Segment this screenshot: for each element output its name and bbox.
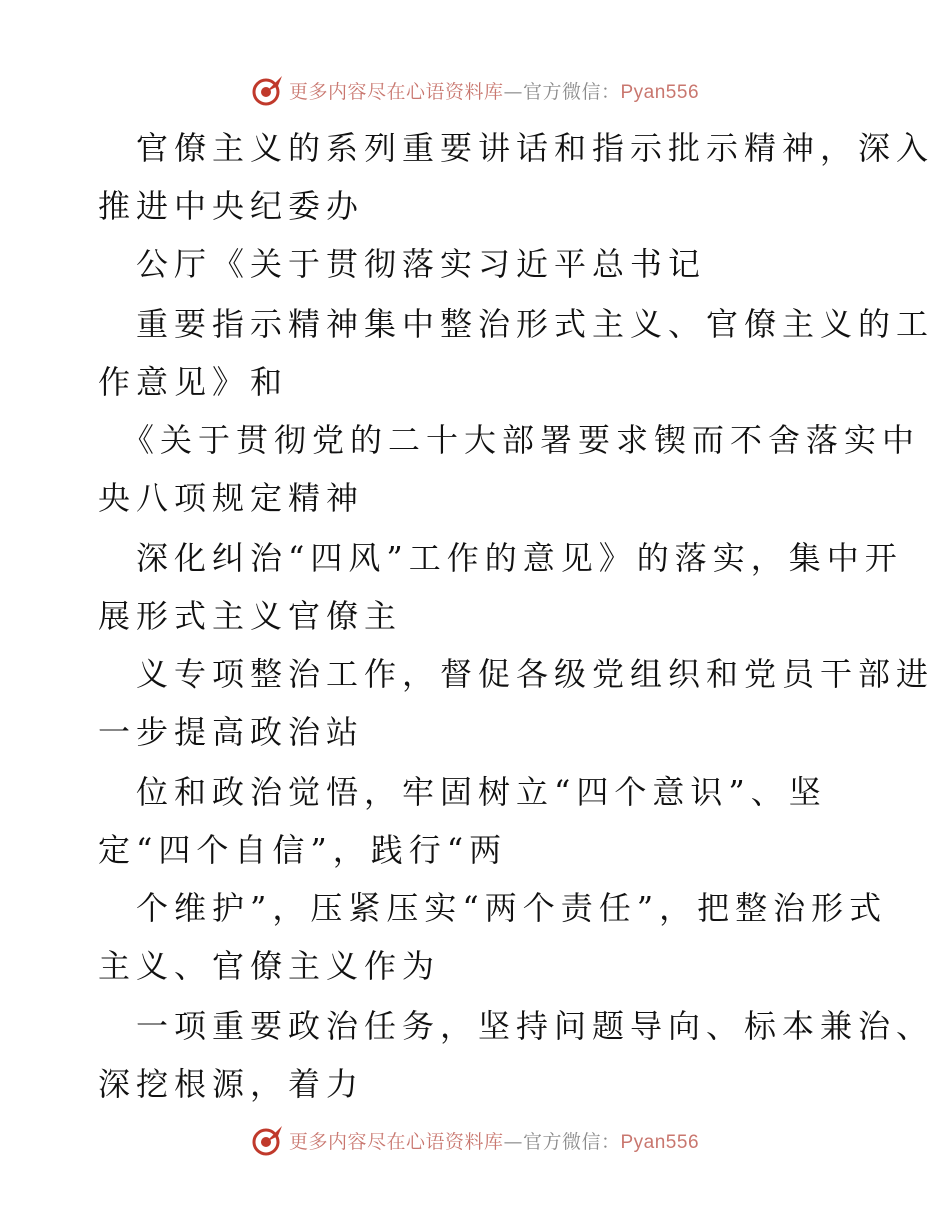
body-line: 深化纠治“四风”工作的意见》的落实，集中开 (136, 539, 903, 577)
watermark-wechat-label: 官方微信： (522, 1130, 621, 1153)
watermark-brand-text: 更多内容尽在心语资料库 (288, 1130, 504, 1153)
watermark-wechat-id: Pyan556 (620, 1131, 700, 1153)
body-line: 主义、官僚主义作为 (98, 947, 441, 985)
body-line: 义专项整治工作，督促各级党组织和党员干部进 (136, 655, 935, 693)
watermark-separator: — (503, 1130, 523, 1153)
body-line: 推进中央纪委办 (98, 187, 365, 225)
body-line: 官僚主义的系列重要讲话和指示批示精神，深入 (136, 129, 935, 167)
body-line: 定“四个自信”，践行“两 (98, 831, 508, 869)
watermark-separator: — (503, 80, 523, 103)
body-line: 重要指示精神集中整治形式主义、官僚主义的工 (136, 305, 935, 343)
footer-watermark (0, 1120, 950, 1160)
body-line: 《关于贯彻党的二十大部署要求锲而不舍落实中 (122, 421, 921, 459)
quill-pen-logo-icon (251, 1123, 285, 1157)
body-line: 个维护”，压紧压实“两个责任”，把整治形式 (136, 889, 888, 927)
body-line: 一步提高政治站 (98, 713, 365, 751)
watermark-brand-text: 更多内容尽在心语资料库 (288, 80, 504, 103)
watermark-wechat-id: Pyan556 (620, 81, 700, 103)
body-line: 深挖根源，着力 (98, 1065, 365, 1103)
body-line: 展形式主义官僚主 (98, 597, 403, 635)
body-line: 位和政治觉悟，牢固树立“四个意识”、坚 (136, 773, 827, 811)
body-line: 央八项规定精神 (98, 479, 365, 517)
body-line: 公厅《关于贯彻落实习近平总书记 (136, 245, 707, 283)
body-line: 作意见》和 (98, 363, 289, 401)
watermark-wechat-label: 官方微信： (522, 80, 621, 103)
body-line: 一项重要政治任务，坚持问题导向、标本兼治、 (136, 1007, 935, 1045)
